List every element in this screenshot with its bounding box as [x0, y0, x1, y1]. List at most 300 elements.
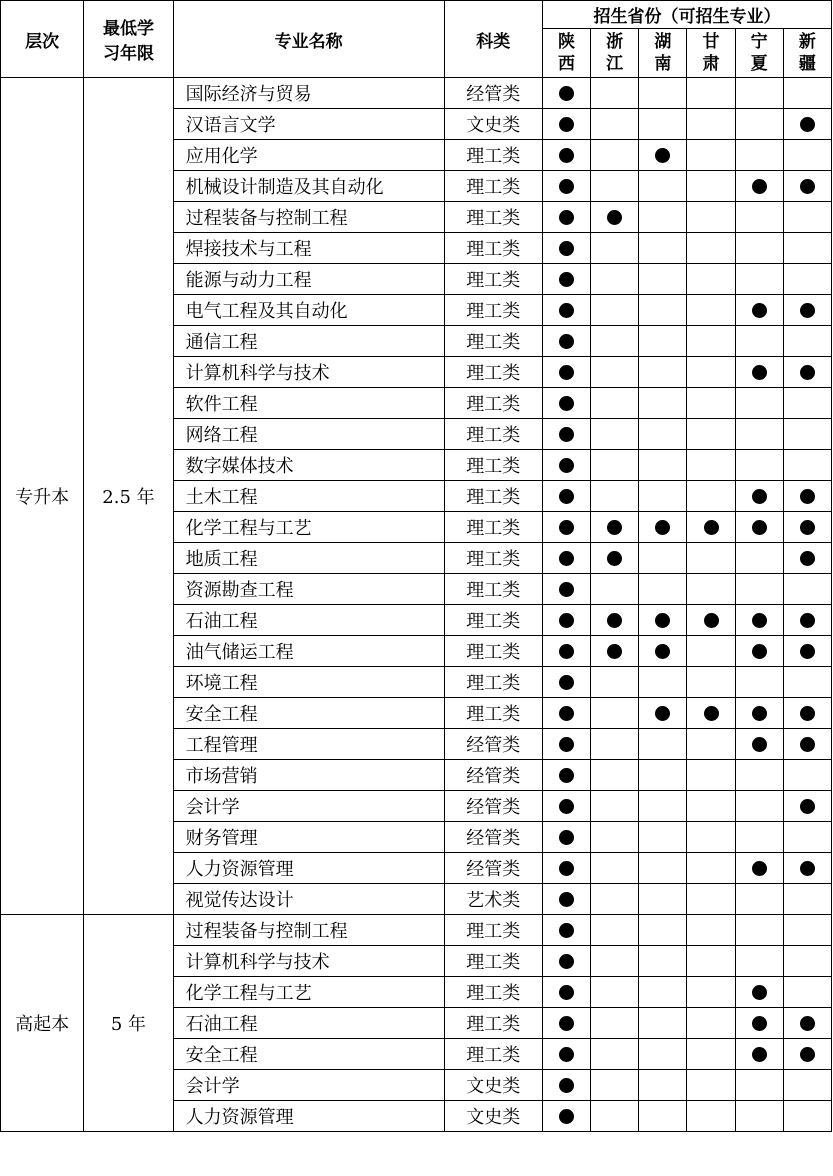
major-name-cell: 汉语言文学 [173, 109, 444, 140]
province-mark-cell [735, 729, 783, 760]
category-cell: 理工类 [444, 977, 542, 1008]
province-mark-cell [735, 481, 783, 512]
province-mark-cell [783, 419, 831, 450]
province-mark-cell [542, 791, 590, 822]
enrollment-dot-icon [559, 396, 574, 411]
enrollment-dot-icon [752, 1047, 767, 1062]
province-mark-cell [591, 667, 639, 698]
province-mark-cell [783, 605, 831, 636]
major-name-cell: 过程装备与控制工程 [173, 202, 444, 233]
enrollment-dot-icon [655, 706, 670, 721]
province-mark-cell [591, 605, 639, 636]
major-name-cell: 人力资源管理 [173, 1101, 444, 1132]
enrollment-dot-icon [559, 272, 574, 287]
province-mark-cell [687, 419, 735, 450]
province-mark-cell [591, 1101, 639, 1132]
province-mark-cell [735, 946, 783, 977]
province-mark-cell [591, 791, 639, 822]
province-mark-cell [639, 1101, 687, 1132]
major-name-cell: 视觉传达设计 [173, 884, 444, 915]
province-mark-cell [783, 326, 831, 357]
province-mark-cell [735, 264, 783, 295]
major-name-cell: 人力资源管理 [173, 853, 444, 884]
major-name-cell: 网络工程 [173, 419, 444, 450]
province-mark-cell [542, 822, 590, 853]
province-mark-cell [639, 853, 687, 884]
province-mark-cell [639, 1008, 687, 1039]
enrollment-dot-icon [752, 985, 767, 1000]
province-mark-cell [591, 1039, 639, 1070]
enrollment-dot-icon [800, 644, 815, 659]
province-mark-cell [735, 295, 783, 326]
province-mark-cell [639, 977, 687, 1008]
province-mark-cell [542, 667, 590, 698]
enrollment-dot-icon [559, 86, 574, 101]
province-mark-cell [542, 171, 590, 202]
province-mark-cell [783, 636, 831, 667]
enrollment-dot-icon [559, 675, 574, 690]
province-mark-cell [735, 1070, 783, 1101]
province-mark-cell [783, 1070, 831, 1101]
level-cell: 高起本 [1, 915, 84, 1132]
enrollment-dot-icon [800, 799, 815, 814]
province-mark-cell [735, 636, 783, 667]
enrollment-dot-icon [607, 613, 622, 628]
enrollment-dot-icon [559, 644, 574, 659]
province-mark-cell [783, 357, 831, 388]
province-mark-cell [735, 884, 783, 915]
province-mark-cell [783, 78, 831, 109]
province-mark-cell [783, 1101, 831, 1132]
province-mark-cell [687, 729, 735, 760]
enrollment-dot-icon [655, 644, 670, 659]
province-char: 宁 [750, 32, 768, 52]
enrollment-dot-icon [655, 520, 670, 535]
province-mark-cell [783, 977, 831, 1008]
province-mark-cell [542, 729, 590, 760]
province-mark-cell [639, 357, 687, 388]
major-name-cell: 能源与动力工程 [173, 264, 444, 295]
category-cell: 经管类 [444, 78, 542, 109]
province-mark-cell [591, 202, 639, 233]
province-mark-cell [591, 171, 639, 202]
major-name-cell: 化学工程与工艺 [173, 512, 444, 543]
province-mark-cell [783, 450, 831, 481]
level-cell: 专升本 [1, 78, 84, 915]
province-mark-cell [735, 977, 783, 1008]
province-mark-cell [735, 791, 783, 822]
province-mark-cell [542, 295, 590, 326]
category-cell: 理工类 [444, 605, 542, 636]
province-mark-cell [542, 264, 590, 295]
province-mark-cell [783, 729, 831, 760]
province-mark-cell [639, 1039, 687, 1070]
province-mark-cell [542, 636, 590, 667]
province-mark-cell [591, 326, 639, 357]
province-mark-cell [687, 512, 735, 543]
province-mark-cell [591, 109, 639, 140]
province-mark-cell [735, 574, 783, 605]
province-mark-cell [687, 78, 735, 109]
major-name-cell: 应用化学 [173, 140, 444, 171]
province-mark-cell [542, 884, 590, 915]
header-major: 专业名称 [173, 1, 444, 78]
province-mark-cell [542, 760, 590, 791]
province-mark-cell [639, 605, 687, 636]
major-name-cell: 市场营销 [173, 760, 444, 791]
enrollment-dot-icon [559, 923, 574, 938]
enrollment-dot-icon [559, 210, 574, 225]
province-mark-cell [542, 357, 590, 388]
province-mark-cell [591, 884, 639, 915]
province-mark-cell [783, 481, 831, 512]
table-header [1, 1, 832, 78]
province-mark-cell [783, 915, 831, 946]
province-mark-cell [687, 109, 735, 140]
province-mark-cell [687, 450, 735, 481]
province-mark-cell [591, 140, 639, 171]
header-min-years [84, 1, 173, 78]
province-mark-cell [639, 1070, 687, 1101]
enrollment-dot-icon [559, 365, 574, 380]
enrollment-dot-icon [800, 613, 815, 628]
category-cell: 经管类 [444, 760, 542, 791]
province-mark-cell [783, 1039, 831, 1070]
province-mark-cell [687, 822, 735, 853]
province-mark-cell [591, 760, 639, 791]
province-mark-cell [687, 388, 735, 419]
province-mark-cell [542, 977, 590, 1008]
province-mark-cell [687, 326, 735, 357]
major-name-cell: 土木工程 [173, 481, 444, 512]
province-mark-cell [735, 419, 783, 450]
province-mark-cell [639, 419, 687, 450]
province-mark-cell [735, 171, 783, 202]
province-mark-cell [639, 884, 687, 915]
major-name-cell: 计算机科学与技术 [173, 357, 444, 388]
enrollment-dot-icon [559, 737, 574, 752]
major-name-cell: 石油工程 [173, 1008, 444, 1039]
category-cell: 文史类 [444, 109, 542, 140]
province-mark-cell [783, 946, 831, 977]
header-min-years-line2: 习年限 [102, 44, 154, 64]
province-mark-cell [591, 512, 639, 543]
enrollment-dot-icon [559, 334, 574, 349]
province-mark-cell [735, 357, 783, 388]
province-mark-cell [783, 202, 831, 233]
province-mark-cell [639, 946, 687, 977]
province-char: 疆 [798, 54, 816, 74]
enrollment-dot-icon [607, 644, 622, 659]
province-mark-cell [639, 171, 687, 202]
province-mark-cell [687, 667, 735, 698]
category-cell: 理工类 [444, 636, 542, 667]
province-mark-cell [542, 512, 590, 543]
province-mark-cell [735, 1008, 783, 1039]
province-char: 江 [606, 54, 624, 74]
enrollment-dot-icon [559, 1109, 574, 1124]
major-name-cell: 数字媒体技术 [173, 450, 444, 481]
province-mark-cell [783, 853, 831, 884]
enrollment-dot-icon [800, 117, 815, 132]
province-mark-cell [735, 512, 783, 543]
province-mark-cell [639, 636, 687, 667]
province-mark-cell [687, 946, 735, 977]
enrollment-dot-icon [559, 458, 574, 473]
category-cell: 理工类 [444, 388, 542, 419]
province-mark-cell [687, 233, 735, 264]
major-name-cell: 石油工程 [173, 605, 444, 636]
province-mark-cell [639, 202, 687, 233]
category-cell: 理工类 [444, 264, 542, 295]
province-mark-cell [639, 667, 687, 698]
enrollment-dot-icon [752, 365, 767, 380]
province-mark-cell [687, 202, 735, 233]
province-mark-cell [735, 760, 783, 791]
province-mark-cell [542, 109, 590, 140]
major-name-cell: 机械设计制造及其自动化 [173, 171, 444, 202]
province-char: 陕 [557, 32, 575, 52]
province-mark-cell [542, 574, 590, 605]
province-mark-cell [783, 543, 831, 574]
major-name-cell: 会计学 [173, 791, 444, 822]
province-mark-cell [639, 233, 687, 264]
province-mark-cell [591, 295, 639, 326]
province-mark-cell [783, 140, 831, 171]
major-name-cell: 财务管理 [173, 822, 444, 853]
enrollment-dot-icon [800, 1016, 815, 1031]
major-name-cell: 会计学 [173, 1070, 444, 1101]
province-mark-cell [735, 1039, 783, 1070]
province-mark-cell [639, 760, 687, 791]
header-province-zhejiang [591, 29, 639, 78]
enrollment-dot-icon [559, 1078, 574, 1093]
province-mark-cell [639, 574, 687, 605]
province-mark-cell [591, 419, 639, 450]
category-cell: 文史类 [444, 1101, 542, 1132]
province-mark-cell [639, 791, 687, 822]
header-province-hunan [639, 29, 687, 78]
enrollment-dot-icon [800, 520, 815, 535]
enrollment-dot-icon [607, 551, 622, 566]
major-name-cell: 过程装备与控制工程 [173, 915, 444, 946]
enrollment-dot-icon [800, 737, 815, 752]
enrollment-dot-icon [800, 861, 815, 876]
header-province-shaanxi [542, 29, 590, 78]
enrollment-dot-icon [655, 613, 670, 628]
header-province-ningxia [735, 29, 783, 78]
enrollment-dot-icon [559, 892, 574, 907]
enrollment-dot-icon [800, 489, 815, 504]
province-mark-cell [639, 264, 687, 295]
province-mark-cell [591, 481, 639, 512]
enrollment-dot-icon [559, 427, 574, 442]
province-mark-cell [783, 1008, 831, 1039]
category-cell: 艺术类 [444, 884, 542, 915]
major-name-cell: 计算机科学与技术 [173, 946, 444, 977]
category-cell: 理工类 [444, 481, 542, 512]
province-mark-cell [735, 1101, 783, 1132]
province-char: 新 [798, 32, 816, 52]
province-mark-cell [687, 977, 735, 1008]
enrollment-dot-icon [800, 551, 815, 566]
province-mark-cell [542, 202, 590, 233]
province-mark-cell [687, 264, 735, 295]
province-mark-cell [542, 698, 590, 729]
province-mark-cell [687, 760, 735, 791]
province-mark-cell [542, 543, 590, 574]
province-mark-cell [591, 853, 639, 884]
province-mark-cell [687, 295, 735, 326]
category-cell: 经管类 [444, 729, 542, 760]
province-mark-cell [639, 78, 687, 109]
category-cell: 理工类 [444, 1039, 542, 1070]
province-mark-cell [687, 853, 735, 884]
major-name-cell: 资源勘查工程 [173, 574, 444, 605]
province-mark-cell [542, 915, 590, 946]
enrollment-dot-icon [607, 210, 622, 225]
category-cell: 理工类 [444, 543, 542, 574]
province-mark-cell [639, 698, 687, 729]
province-mark-cell [783, 574, 831, 605]
province-mark-cell [542, 140, 590, 171]
enrollment-dot-icon [800, 303, 815, 318]
province-mark-cell [735, 140, 783, 171]
province-mark-cell [783, 884, 831, 915]
category-cell: 理工类 [444, 202, 542, 233]
province-mark-cell [687, 543, 735, 574]
province-mark-cell [735, 822, 783, 853]
province-mark-cell [783, 791, 831, 822]
province-mark-cell [542, 233, 590, 264]
province-char: 甘 [702, 32, 720, 52]
province-mark-cell [735, 667, 783, 698]
province-char: 湖 [654, 32, 672, 52]
enrollment-dot-icon [559, 582, 574, 597]
province-mark-cell [591, 1070, 639, 1101]
enrollment-dot-icon [800, 365, 815, 380]
category-cell: 理工类 [444, 698, 542, 729]
province-mark-cell [687, 357, 735, 388]
province-mark-cell [687, 1008, 735, 1039]
header-province-gansu [687, 29, 735, 78]
province-mark-cell [783, 109, 831, 140]
category-cell: 理工类 [444, 667, 542, 698]
enrollment-dot-icon [559, 179, 574, 194]
enrollment-dot-icon [800, 706, 815, 721]
province-mark-cell [735, 698, 783, 729]
province-mark-cell [591, 946, 639, 977]
enrollment-dot-icon [800, 1047, 815, 1062]
province-char: 西 [557, 54, 575, 74]
province-mark-cell [542, 1039, 590, 1070]
category-cell: 理工类 [444, 140, 542, 171]
major-name-cell: 安全工程 [173, 1039, 444, 1070]
enrollment-dot-icon [752, 861, 767, 876]
province-mark-cell [783, 822, 831, 853]
province-mark-cell [687, 791, 735, 822]
category-cell: 文史类 [444, 1070, 542, 1101]
province-mark-cell [591, 233, 639, 264]
province-mark-cell [639, 729, 687, 760]
province-mark-cell [735, 202, 783, 233]
min-years-cell: 5 年 [84, 915, 173, 1132]
header-provinces-group: 招生省份（可招生专业） [542, 1, 831, 29]
category-cell: 理工类 [444, 419, 542, 450]
category-cell: 经管类 [444, 853, 542, 884]
enrollment-dot-icon [559, 985, 574, 1000]
enrollment-dot-icon [704, 520, 719, 535]
enrollment-dot-icon [559, 768, 574, 783]
province-mark-cell [542, 419, 590, 450]
enrollment-dot-icon [559, 1016, 574, 1031]
province-mark-cell [591, 915, 639, 946]
header-category: 科类 [444, 1, 542, 78]
province-mark-cell [735, 388, 783, 419]
enrollment-dot-icon [704, 613, 719, 628]
enrollment-dot-icon [559, 830, 574, 845]
category-cell: 理工类 [444, 1008, 542, 1039]
enrollment-dot-icon [559, 706, 574, 721]
province-mark-cell [687, 140, 735, 171]
province-mark-cell [542, 78, 590, 109]
province-mark-cell [687, 1039, 735, 1070]
province-mark-cell [687, 171, 735, 202]
province-mark-cell [783, 512, 831, 543]
province-mark-cell [591, 729, 639, 760]
enrollment-dot-icon [559, 799, 574, 814]
province-mark-cell [735, 450, 783, 481]
province-mark-cell [639, 109, 687, 140]
province-mark-cell [591, 636, 639, 667]
province-mark-cell [542, 388, 590, 419]
province-char: 南 [654, 54, 672, 74]
major-name-cell: 化学工程与工艺 [173, 977, 444, 1008]
province-mark-cell [735, 109, 783, 140]
enrollment-dot-icon [559, 551, 574, 566]
table-row [1, 915, 832, 946]
province-mark-cell [591, 450, 639, 481]
province-mark-cell [783, 264, 831, 295]
province-mark-cell [639, 140, 687, 171]
province-mark-cell [639, 295, 687, 326]
enrollment-dot-icon [800, 179, 815, 194]
enrollment-dot-icon [752, 489, 767, 504]
major-name-cell: 工程管理 [173, 729, 444, 760]
province-mark-cell [735, 853, 783, 884]
province-mark-cell [687, 884, 735, 915]
enrollment-dot-icon [559, 861, 574, 876]
enrollment-dot-icon [752, 303, 767, 318]
province-mark-cell [542, 326, 590, 357]
province-mark-cell [591, 543, 639, 574]
province-mark-cell [735, 915, 783, 946]
province-mark-cell [639, 450, 687, 481]
enrollment-dot-icon [752, 737, 767, 752]
province-mark-cell [783, 667, 831, 698]
province-mark-cell [542, 853, 590, 884]
province-mark-cell [639, 481, 687, 512]
table-body [1, 78, 832, 1132]
province-mark-cell [783, 171, 831, 202]
category-cell: 理工类 [444, 295, 542, 326]
province-char: 夏 [750, 54, 768, 74]
province-mark-cell [591, 1008, 639, 1039]
province-mark-cell [735, 605, 783, 636]
province-mark-cell [783, 760, 831, 791]
province-mark-cell [542, 1101, 590, 1132]
province-mark-cell [783, 295, 831, 326]
